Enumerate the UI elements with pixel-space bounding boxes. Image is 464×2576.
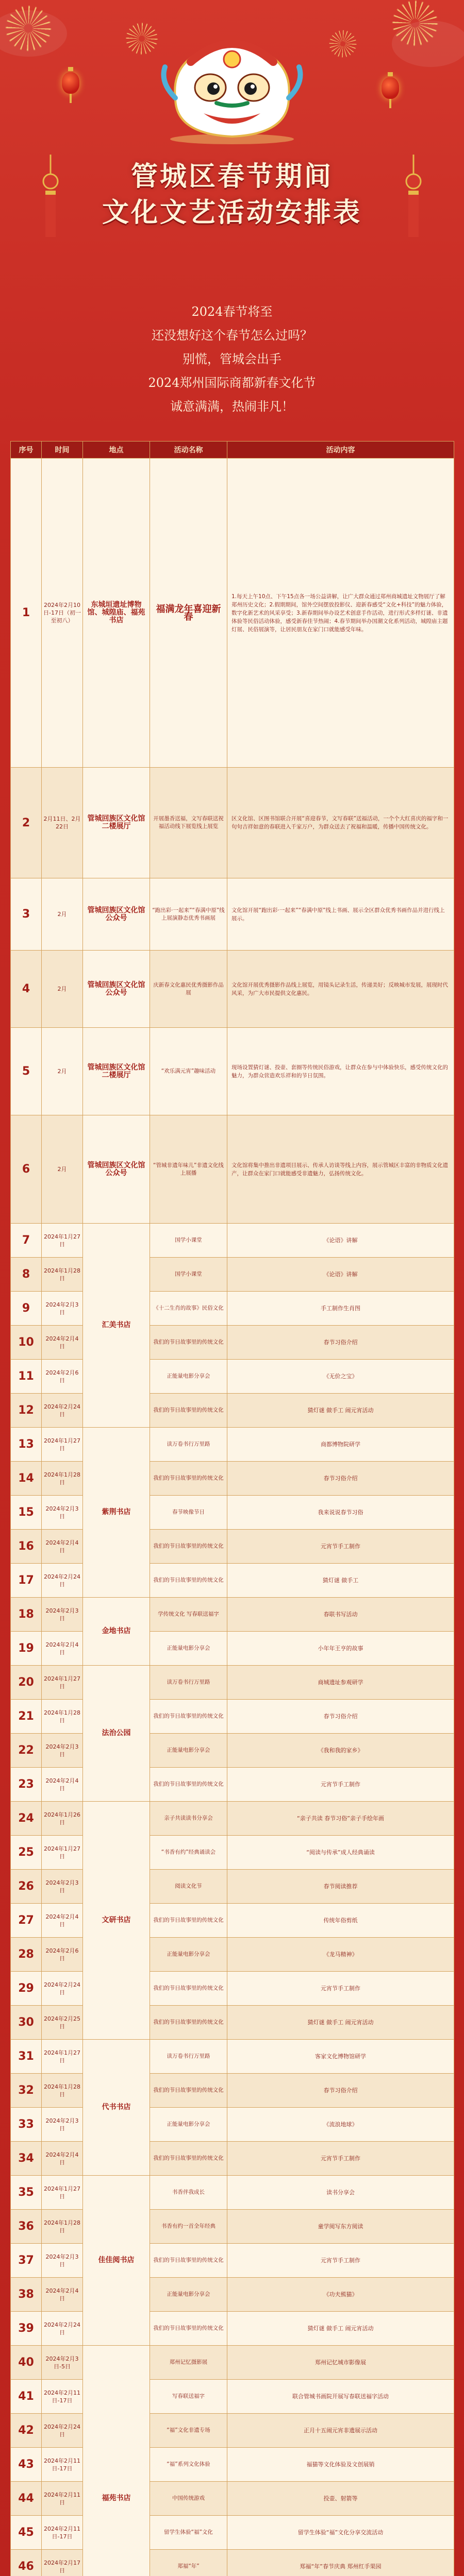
row-time: 2024年2月6日: [42, 1938, 83, 1972]
table-row: [11, 2176, 454, 2210]
row-activity-name: 书香伴我成长: [150, 2176, 227, 2210]
row-time: 2月: [42, 1028, 83, 1115]
row-activity-content: 春联书写活动: [227, 1598, 454, 1632]
row-activity-name: 我们的节日故事里的传统文化: [150, 1530, 227, 1564]
row-activity-name: 我们的节日故事里的传统文化: [150, 1904, 227, 1938]
table-row: [11, 1972, 454, 2006]
row-activity-name: 我们的节日故事里的传统文化: [150, 1768, 227, 1802]
intro-line: 还没想好这个春节怎么过吗？: [152, 328, 312, 343]
firework-icon: [392, 0, 438, 46]
row-activity-content: 读书分享会: [227, 2176, 454, 2210]
table-row: [11, 878, 454, 951]
row-activity-content: 《功夫熊猫》: [227, 2278, 454, 2312]
row-number: 29: [11, 1972, 42, 2006]
table-row: [11, 1768, 454, 1802]
row-number: 21: [11, 1700, 42, 1734]
row-activity-name: 正能量电影分享会: [150, 2108, 227, 2142]
row-time: 2024年2月4日: [42, 2278, 83, 2312]
row-activity-content: 《无价之宝》: [227, 1360, 454, 1394]
row-activity-content: 客家文化博物馆研学: [227, 2040, 454, 2074]
row-activity-content: 元宵节手工制作: [227, 1768, 454, 1802]
row-time: 2024年1月28日: [42, 1700, 83, 1734]
table-row: [11, 1028, 454, 1115]
table-row: [11, 2516, 454, 2550]
row-activity-name: 郑福“年”: [150, 2550, 227, 2576]
row-time: 2024年2月17日: [42, 2550, 83, 2576]
row-time: 2024年1月26日: [42, 1802, 83, 1836]
table-row: [11, 1564, 454, 1598]
row-activity-name: 国学小课堂: [150, 1258, 227, 1292]
lion-dance-icon: [160, 31, 304, 144]
row-number: 9: [11, 1292, 42, 1326]
row-number: 41: [11, 2380, 42, 2414]
row-number: 24: [11, 1802, 42, 1836]
row-location: 文研书店: [83, 1802, 150, 2040]
row-activity-content: 1.每天上午10点、下午15点各一场公益讲解，让广大群众通过郑州商城遗址文物展厅了解郑州历史文化；2.假期期间，馆外空间摆放投影仪、迎新春感受“文化+科技”的魅力体验，数字化新艺术的风采享受；3.新春期间举办设艺术创意手作活动，进行形式多样灯谜、非遗体验等民俗活动体验，感受新春佳节热闹；4.春节期间举办国潮文化系列活动，城隍庙主题灯展、民俗展演等，让居民朋友在家门口就能感受年味。: [227, 459, 454, 768]
row-number: 6: [11, 1115, 42, 1224]
row-number: 34: [11, 2142, 42, 2176]
table-row: [11, 1428, 454, 1462]
row-time: 2024年2月24日: [42, 1564, 83, 1598]
row-time: 2024年2月11日-17日: [42, 2380, 83, 2414]
row-time: 2024年1月27日: [42, 1836, 83, 1870]
row-activity-content: 文化馆开展优秀摄影作品线上展览，用镜头记录生活，传递美好；反映城市发展，展现时代风采，为广大市民提供文化惠民。: [227, 951, 454, 1028]
row-time: 2024年2月3日: [42, 2108, 83, 2142]
row-activity-name: 中国传统游戏: [150, 2482, 227, 2516]
table-row: [11, 1224, 454, 1258]
row-time: 2024年1月27日: [42, 2176, 83, 2210]
schedule-table-container: [10, 441, 454, 2576]
row-activity-name: 正能量电影分享会: [150, 1734, 227, 1768]
row-time: 2024年2月24日: [42, 2312, 83, 2346]
row-activity-name: 郑州记忆摄影展: [150, 2346, 227, 2380]
row-number: 33: [11, 2108, 42, 2142]
row-time: 2024年2月24日: [42, 1394, 83, 1428]
header-time: 时间: [42, 442, 83, 459]
row-number: 42: [11, 2414, 42, 2448]
row-time: 2024年2月25日: [42, 2006, 83, 2040]
table-row: [11, 1632, 454, 1666]
row-location: 法治公园: [83, 1666, 150, 1802]
firework-icon: [329, 30, 357, 58]
firework-icon: [5, 5, 52, 52]
row-activity-content: 正月十五闹元宵非遗展示活动: [227, 2414, 454, 2448]
row-activity-name: 我们的节日故事里的传统文化: [150, 1564, 227, 1598]
row-activity-name: 开展墨香送福，文写春联送祝福活动线下展览线上展览: [150, 768, 227, 878]
row-activity-name: 正能量电影分享会: [150, 1360, 227, 1394]
table-row: [11, 2040, 454, 2074]
row-location: 金地书店: [83, 1598, 150, 1666]
row-number: 2: [11, 768, 42, 878]
row-activity-name: “管城非遗年味儿”非遗文化线上展播: [150, 1115, 227, 1224]
row-number: 17: [11, 1564, 42, 1598]
row-time: 2024年2月11日-17日: [42, 2448, 83, 2482]
row-time: 2月11日、2月22日: [42, 768, 83, 878]
row-time: 2024年1月27日: [42, 1666, 83, 1700]
intro-line: 诚意满满，热闹非凡！: [170, 399, 294, 414]
row-activity-content: 小年年王亨的故事: [227, 1632, 454, 1666]
header-content: 活动内容: [227, 442, 454, 459]
row-activity-content: 元宵节手工制作: [227, 1972, 454, 2006]
row-activity-name: “跑出彩·一起来”“春满中原”线上展演静态优秀书画展: [150, 878, 227, 951]
table-row: [11, 1836, 454, 1870]
row-number: 19: [11, 1632, 42, 1666]
row-activity-name: 学传统文化 写春联送福字: [150, 1598, 227, 1632]
row-activity-content: 元宵节手工制作: [227, 2142, 454, 2176]
row-activity-name: 读万卷书行万里路: [150, 1428, 227, 1462]
table-row: [11, 2210, 454, 2244]
table-row: [11, 1360, 454, 1394]
row-number: 38: [11, 2278, 42, 2312]
table-row: [11, 2074, 454, 2108]
row-activity-name: 读万卷书行万里路: [150, 1666, 227, 1700]
row-activity-name: 我们的节日故事里的传统文化: [150, 2006, 227, 2040]
row-activity-content: 春节习俗介绍: [227, 1326, 454, 1360]
row-activity-content: 郑州记忆城市影像展: [227, 2346, 454, 2380]
row-number: 18: [11, 1598, 42, 1632]
row-number: 43: [11, 2448, 42, 2482]
row-activity-name: 亲子共读读书分享会: [150, 1802, 227, 1836]
lantern-icon: [62, 72, 79, 94]
row-number: 3: [11, 878, 42, 951]
row-activity-name: 留学生体验“福”文化: [150, 2516, 227, 2550]
row-number: 45: [11, 2516, 42, 2550]
row-activity-content: 春节阅读推荐: [227, 1870, 454, 1904]
header-location: 地点: [83, 442, 150, 459]
row-number: 11: [11, 1360, 42, 1394]
table-row: [11, 459, 454, 768]
row-activity-content: 春节习俗介绍: [227, 1700, 454, 1734]
row-activity-name: 我们的节日故事里的传统文化: [150, 2312, 227, 2346]
row-number: 16: [11, 1530, 42, 1564]
row-time: 2024年2月11日: [42, 2482, 83, 2516]
table-row: [11, 2142, 454, 2176]
row-time: 2024年2月4日: [42, 1904, 83, 1938]
row-activity-name: 我们的节日故事里的传统文化: [150, 1326, 227, 1360]
row-activity-content: 《我和我的家乡》: [227, 1734, 454, 1768]
tassel-icon: [41, 155, 60, 242]
row-activity-content: “亲子共读 春节习俗”亲子手绘年画: [227, 1802, 454, 1836]
row-number: 40: [11, 2346, 42, 2380]
row-number: 35: [11, 2176, 42, 2210]
row-activity-content: 投壶、射箭等: [227, 2482, 454, 2516]
row-number: 4: [11, 951, 42, 1028]
row-activity-content: 传统年俗剪纸: [227, 1904, 454, 1938]
row-time: 2024年2月3日: [42, 1598, 83, 1632]
row-time: 2024年1月27日: [42, 1224, 83, 1258]
table-header-row: [11, 442, 454, 459]
row-time: 2024年2月4日: [42, 1326, 83, 1360]
row-number: 7: [11, 1224, 42, 1258]
table-row: [11, 1734, 454, 1768]
intro-line: 2024春节将至: [191, 304, 273, 319]
row-activity-name: 我们的节日故事里的传统文化: [150, 1700, 227, 1734]
row-number: 10: [11, 1326, 42, 1360]
row-activity-content: 猜灯谜 做手工 闹元宵活动: [227, 2006, 454, 2040]
row-number: 28: [11, 1938, 42, 1972]
row-activity-content: 文化馆将集中推出非遗项目展示、传承人访谈等线上内容，展示管城区丰富的非物质文化遗产，让群众在家门口就能感受非遗魅力，弘扬传统文化。: [227, 1115, 454, 1224]
row-activity-content: 现场设置猜灯谜、投壶、套圈等传统民俗游戏，让群众在参与中体验快乐，感受传统文化的魅力，为群众营造欢乐祥和的节日氛围。: [227, 1028, 454, 1115]
row-number: 39: [11, 2312, 42, 2346]
row-activity-content: 商都博物院研学: [227, 1428, 454, 1462]
row-activity-name: 读万卷书行万里路: [150, 2040, 227, 2074]
row-time: 2024年1月28日: [42, 2074, 83, 2108]
intro-text: [0, 300, 464, 418]
row-number: 23: [11, 1768, 42, 1802]
row-activity-content: 《流浪地球》: [227, 2108, 454, 2142]
row-number: 14: [11, 1462, 42, 1496]
header-name: 活动名称: [150, 442, 227, 459]
table-row: [11, 1115, 454, 1224]
row-activity-content: 猜灯谜 做手工 闹元宵活动: [227, 1394, 454, 1428]
row-activity-content: 元宵节手工制作: [227, 1530, 454, 1564]
row-activity-content: 春节习俗介绍: [227, 1462, 454, 1496]
row-activity-name: 我们的节日故事里的传统文化: [150, 1972, 227, 2006]
row-number: 5: [11, 1028, 42, 1115]
table-row: [11, 1292, 454, 1326]
tassel-icon: [404, 155, 423, 242]
row-time: 2024年2月6日: [42, 1360, 83, 1394]
row-activity-content: 猜灯谜 做手工 闹元宵活动: [227, 2312, 454, 2346]
row-activity-content: 我来说说春节习俗: [227, 1496, 454, 1530]
row-activity-content: 福猫等文化体验及文创展销: [227, 2448, 454, 2482]
row-location: 紫荆书店: [83, 1428, 150, 1598]
intro-line: 别慌，管城会出手: [183, 352, 281, 366]
table-row: [11, 2448, 454, 2482]
firework-icon: [126, 23, 158, 55]
row-time: 2024年1月27日: [42, 1428, 83, 1462]
row-activity-name: 我们的节日故事里的传统文化: [150, 1394, 227, 1428]
row-number: 44: [11, 2482, 42, 2516]
row-activity-name: “福”文化非遗专场: [150, 2414, 227, 2448]
row-time: 2024年2月11日-17日: [42, 2516, 83, 2550]
row-time: 2024年2月10日-17日（初一至初八）: [42, 459, 83, 768]
row-time: 2024年2月3日: [42, 1496, 83, 1530]
table-row: [11, 2380, 454, 2414]
row-time: 2024年2月24日: [42, 1972, 83, 2006]
table-row: [11, 2550, 454, 2576]
row-activity-content: 童学阅写东方阅读: [227, 2210, 454, 2244]
row-location: 管城回族区文化馆二楼展厅: [83, 1028, 150, 1115]
row-time: 2024年2月24日: [42, 2414, 83, 2448]
row-activity-name: 我们的节日故事里的传统文化: [150, 2244, 227, 2278]
row-number: 13: [11, 1428, 42, 1462]
row-activity-content: 区文化馆、区图书馆联合开展“喜迎春节，文写春联”送福活动，一个个大红喜庆的福字和一句句吉祥如意的春联进入千家万户，为群众送去了祝福和温暖，传播中国传统文化。: [227, 768, 454, 878]
row-activity-name: “书香有约”经典诵读会: [150, 1836, 227, 1870]
table-row: [11, 1598, 454, 1632]
row-time: 2024年2月3日: [42, 1870, 83, 1904]
row-number: 12: [11, 1394, 42, 1428]
table-row: [11, 1496, 454, 1530]
row-time: 2024年2月4日: [42, 1530, 83, 1564]
row-activity-name: 福满龙年喜迎新春: [150, 459, 227, 768]
row-number: 30: [11, 2006, 42, 2040]
row-location: 管城回族区文化馆二楼展厅: [83, 768, 150, 878]
row-location: 佳佳阅书店: [83, 2176, 150, 2346]
row-activity-content: 《龙马精神》: [227, 1938, 454, 1972]
row-activity-name: 春节映像节日: [150, 1496, 227, 1530]
row-number: 36: [11, 2210, 42, 2244]
table-row: [11, 1530, 454, 1564]
table-row: [11, 1394, 454, 1428]
header-no: 序号: [11, 442, 42, 459]
row-activity-name: 书香有约一首全年经典: [150, 2210, 227, 2244]
row-activity-name: 我们的节日故事里的传统文化: [150, 1462, 227, 1496]
table-row: [11, 1700, 454, 1734]
row-activity-content: 商城遗址参观研学: [227, 1666, 454, 1700]
row-activity-name: 写春联送福字: [150, 2380, 227, 2414]
row-activity-name: 我们的节日故事里的传统文化: [150, 2142, 227, 2176]
row-time: 2024年2月3日: [42, 1292, 83, 1326]
table-row: [11, 2482, 454, 2516]
table-row: [11, 2244, 454, 2278]
row-number: 46: [11, 2550, 42, 2576]
row-activity-content: 郑福“年”春节庆典 郑州红手果园: [227, 2550, 454, 2576]
intro-line: 2024郑州国际商都新春文化节: [148, 376, 316, 390]
row-activity-content: 《论语》讲解: [227, 1258, 454, 1292]
row-number: 1: [11, 459, 42, 768]
page-title: 管城区春节期间: [130, 161, 333, 192]
table-row: [11, 1802, 454, 1836]
row-time: 2024年1月28日: [42, 1258, 83, 1292]
row-location: 管城回族区文化馆公众号: [83, 951, 150, 1028]
lantern-icon: [382, 77, 399, 99]
table-row: [11, 1904, 454, 1938]
header-banner: [0, 0, 464, 242]
row-time: 2月: [42, 878, 83, 951]
row-activity-content: 《论语》讲解: [227, 1224, 454, 1258]
row-activity-name: 《十二生肖的故事》民俗文化: [150, 1292, 227, 1326]
row-activity-name: 正能量电影分享会: [150, 1938, 227, 1972]
row-time: 2024年2月3日: [42, 1734, 83, 1768]
row-time: 2024年1月27日: [42, 2040, 83, 2074]
row-time: 2024年2月4日: [42, 2142, 83, 2176]
row-time: 2月: [42, 951, 83, 1028]
row-number: 37: [11, 2244, 42, 2278]
row-time: 2024年1月28日: [42, 2210, 83, 2244]
table-row: [11, 2414, 454, 2448]
row-activity-name: 正能量电影分享会: [150, 1632, 227, 1666]
row-location: 福苑书店: [83, 2346, 150, 2576]
row-location: 管城回族区文化馆公众号: [83, 878, 150, 951]
row-time: 2024年2月3日-5日: [42, 2346, 83, 2380]
table-row: [11, 1462, 454, 1496]
row-activity-content: 联合管城书画院开展写春联送福字活动: [227, 2380, 454, 2414]
row-activity-content: 春节习俗介绍: [227, 2074, 454, 2108]
row-number: 27: [11, 1904, 42, 1938]
row-number: 31: [11, 2040, 42, 2074]
table-row: [11, 951, 454, 1028]
row-activity-content: 元宵节手工制作: [227, 2244, 454, 2278]
row-location: 东城垣遗址博物馆、城隍庙、福苑书店: [83, 459, 150, 768]
schedule-table: [10, 441, 454, 2576]
row-activity-content: 手工制作生肖图: [227, 1292, 454, 1326]
row-activity-name: 庆新春文化惠民优秀摄影作品展: [150, 951, 227, 1028]
table-row: [11, 2006, 454, 2040]
table-row: [11, 1870, 454, 1904]
table-row: [11, 2312, 454, 2346]
row-activity-name: “福”系列文化体验: [150, 2448, 227, 2482]
row-activity-name: 正能量电影分享会: [150, 2278, 227, 2312]
row-time: 2024年2月4日: [42, 1768, 83, 1802]
row-activity-name: 阅读文化节: [150, 1870, 227, 1904]
row-activity-content: 文化馆开展“跑出彩·一起来”“春满中原”线上书画、展示全区群众优秀书画作品并进行线上展示。: [227, 878, 454, 951]
title-block: [82, 155, 382, 232]
row-number: 15: [11, 1496, 42, 1530]
row-number: 8: [11, 1258, 42, 1292]
row-number: 25: [11, 1836, 42, 1870]
table-row: [11, 768, 454, 878]
table-row: [11, 1666, 454, 1700]
table-row: [11, 2346, 454, 2380]
row-activity-name: “欢乐满元宵”趣味活动: [150, 1028, 227, 1115]
table-row: [11, 1258, 454, 1292]
row-location: 管城回族区文化馆公众号: [83, 1115, 150, 1224]
row-number: 22: [11, 1734, 42, 1768]
row-time: 2024年2月3日: [42, 2244, 83, 2278]
row-number: 20: [11, 1666, 42, 1700]
row-activity-name: 我们的节日故事里的传统文化: [150, 2074, 227, 2108]
row-time: 2024年2月4日: [42, 1632, 83, 1666]
row-number: 32: [11, 2074, 42, 2108]
row-activity-content: “阅读与传承”成人经典诵读: [227, 1836, 454, 1870]
table-row: [11, 1326, 454, 1360]
row-location: 汇美书店: [83, 1224, 150, 1428]
row-activity-name: 国学小课堂: [150, 1224, 227, 1258]
row-time: 2月: [42, 1115, 83, 1224]
table-row: [11, 1938, 454, 1972]
row-activity-content: 猜灯谜 做手工: [227, 1564, 454, 1598]
table-row: [11, 2278, 454, 2312]
row-time: 2024年1月28日: [42, 1462, 83, 1496]
row-location: 代书书店: [83, 2040, 150, 2176]
table-row: [11, 2108, 454, 2142]
page-subtitle: 文化文艺活动安排表: [102, 197, 362, 228]
row-activity-content: 留学生体验“福”文化分享交流活动: [227, 2516, 454, 2550]
row-number: 26: [11, 1870, 42, 1904]
